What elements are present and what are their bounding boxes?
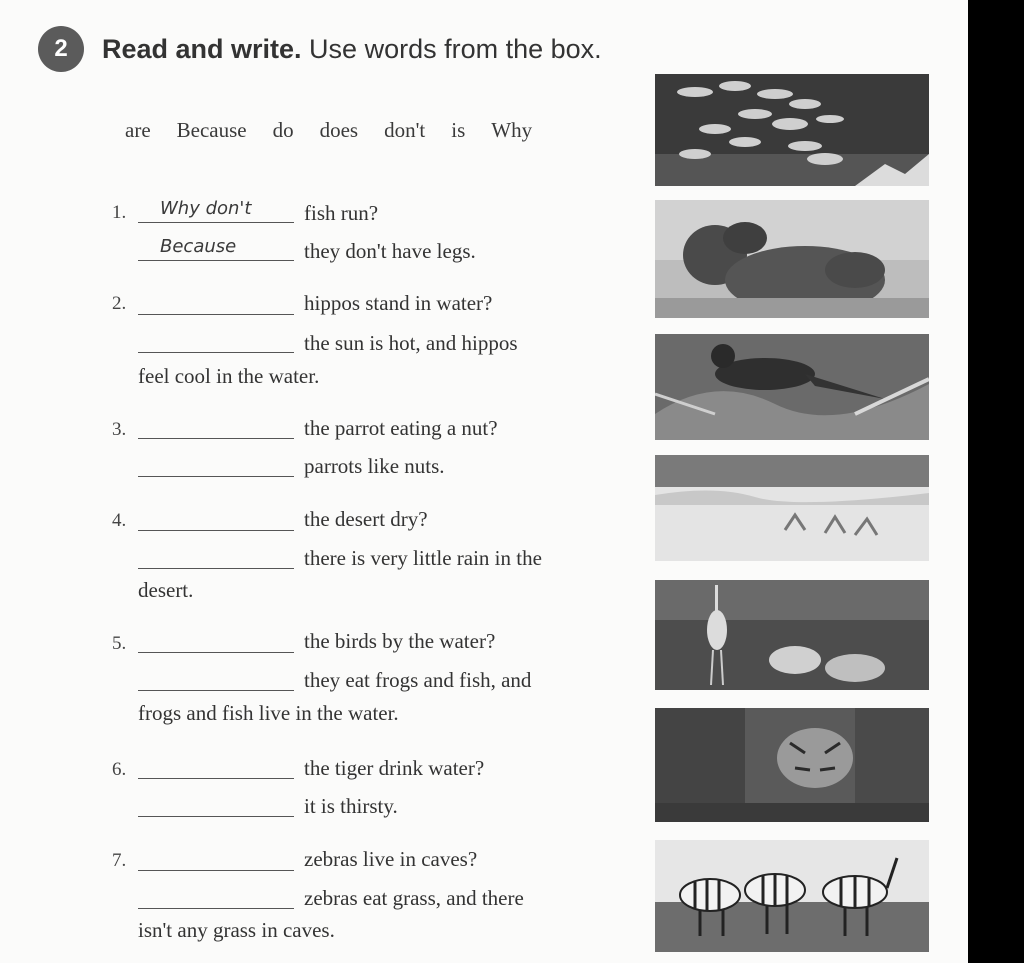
reason-blank[interactable] bbox=[138, 884, 294, 909]
exercise-number: 4. bbox=[112, 510, 127, 531]
question-text: fish run? bbox=[304, 201, 379, 225]
exercise-number: 3. bbox=[112, 419, 127, 440]
word-box-item: are bbox=[125, 118, 151, 142]
question-text: zebras live in caves? bbox=[304, 847, 478, 871]
reason-blank[interactable] bbox=[138, 544, 294, 569]
word-box-item: does bbox=[319, 118, 359, 142]
word-box bbox=[125, 118, 558, 143]
reason-blank[interactable] bbox=[138, 328, 294, 353]
reason-blank[interactable] bbox=[138, 452, 294, 477]
question-blank[interactable] bbox=[138, 754, 294, 779]
reason-text: zebras eat grass, and there bbox=[304, 886, 524, 910]
word-box-item: is bbox=[451, 118, 466, 142]
reason-text: parrots like nuts. bbox=[304, 454, 445, 478]
question-blank[interactable] bbox=[138, 290, 294, 315]
zebras-photo bbox=[655, 840, 929, 952]
exercise-header bbox=[38, 26, 602, 72]
exercise-number-badge: 2 bbox=[38, 26, 84, 72]
reason-text: it is thirsty. bbox=[304, 794, 398, 818]
exercise-number: 2. bbox=[112, 293, 127, 314]
word-box-item: Why bbox=[491, 118, 533, 142]
word-box-item: Because bbox=[176, 118, 247, 142]
title-rest: Use words from the box. bbox=[301, 33, 602, 64]
tiger-photo bbox=[655, 708, 929, 822]
reason-blank[interactable] bbox=[138, 792, 294, 817]
reason-blank[interactable] bbox=[138, 666, 294, 691]
reason-text: the sun is hot, and hippos bbox=[304, 331, 518, 355]
title-bold: Read and write. bbox=[102, 33, 302, 64]
question-blank[interactable] bbox=[138, 506, 294, 531]
birds-photo bbox=[655, 580, 929, 690]
question-blank[interactable] bbox=[138, 628, 294, 653]
reason-text: they don't have legs. bbox=[304, 239, 476, 263]
parrot-photo bbox=[655, 334, 929, 440]
word-box-item: don't bbox=[384, 118, 426, 142]
exercise-number: 6. bbox=[112, 759, 127, 780]
question-text: the birds by the water? bbox=[304, 629, 496, 653]
exercise-number: 5. bbox=[112, 633, 127, 654]
question-text: the desert dry? bbox=[304, 507, 428, 531]
exercise-number: 7. bbox=[112, 850, 127, 871]
question-text: hippos stand in water? bbox=[304, 291, 493, 315]
reason-text-continued: feel cool in the water. bbox=[138, 364, 320, 388]
exercise-title bbox=[102, 34, 602, 65]
handwritten-answer: Why don't bbox=[160, 198, 252, 219]
question-text: the tiger drink water? bbox=[304, 756, 485, 780]
exercise-number: 1. bbox=[112, 202, 127, 223]
reason-text: they eat frogs and fish, and bbox=[304, 668, 532, 692]
reason-text: there is very little rain in the bbox=[304, 546, 542, 570]
black-margin bbox=[968, 0, 1024, 963]
reason-text-continued: frogs and fish live in the water. bbox=[138, 701, 399, 725]
handwritten-answer: Because bbox=[160, 236, 237, 257]
desert-photo bbox=[655, 455, 929, 561]
fish-photo bbox=[655, 74, 929, 186]
word-box-item: do bbox=[272, 118, 294, 142]
reason-text-continued: isn't any grass in caves. bbox=[138, 918, 335, 942]
reason-text-continued: desert. bbox=[138, 578, 194, 602]
question-blank[interactable] bbox=[138, 846, 294, 871]
question-blank[interactable] bbox=[138, 414, 294, 439]
question-text: the parrot eating a nut? bbox=[304, 416, 498, 440]
hippo-photo bbox=[655, 200, 929, 318]
